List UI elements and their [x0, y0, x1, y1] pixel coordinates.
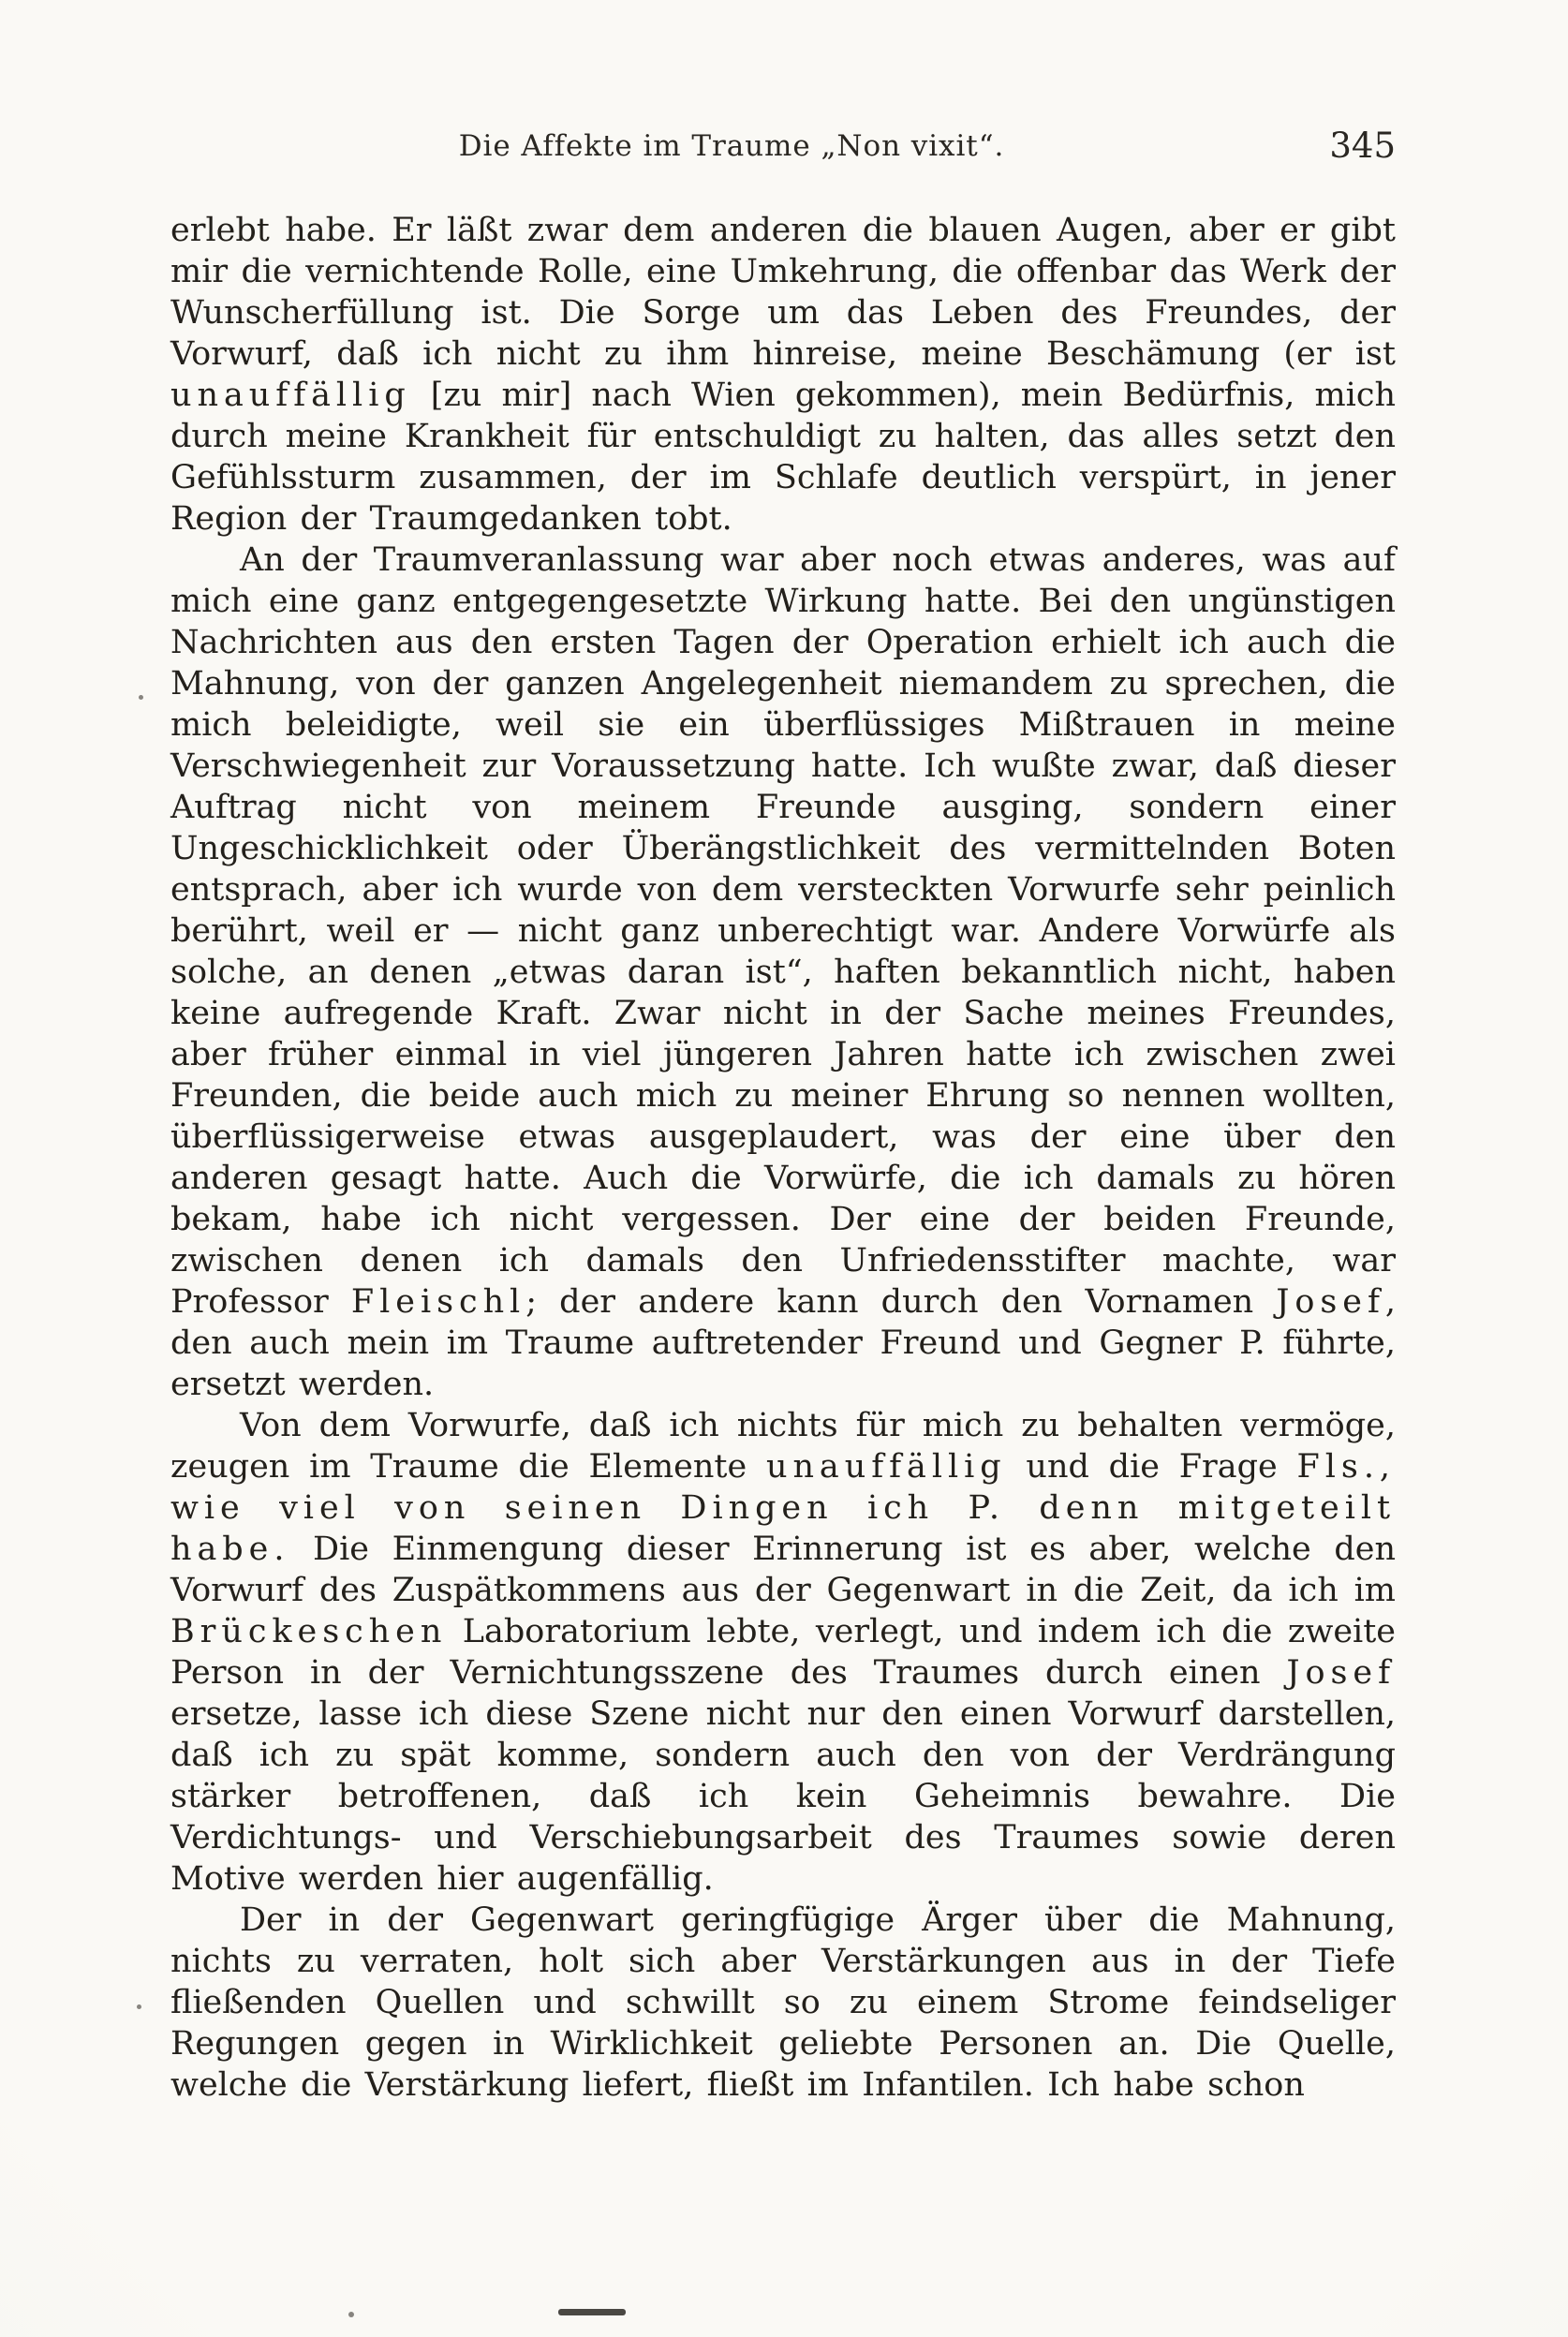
body-text: An der Traumveranlassung war aber noch etwas anderes, was auf mich eine ganz entgegengesetzte Wirkung hatte. Bei den ungünstigen Nachrichten aus den ersten Tagen der Operation erhielt ich auch die Mahnung, von der ganzen Angelegenheit niemandem zu sprechen, die mich beleidigte, weil sie ein überflüssiges Mißtrauen in meine Verschwiegenheit zur Voraussetzung hatte. Ich wußte zwar, daß dieser Auftrag nicht von meinem Freunde ausging, sondern einer Ungeschicklichkeit oder Überängstlichkeit des vermittelnden Boten entsprach, aber ich wurde von dem versteckten Vorwurfe sehr peinlich berührt, weil er — nicht ganz unberechtigt war. Andere Vorwürfe als solche, an denen „etwas daran ist“, haften bekanntlich nicht, haben keine aufregende Kraft. Zwar nicht in der Sache meines Freundes, aber früher einmal in viel jüngeren Jahren hatte ich zwischen zwei Freunden, die beide auch mich zu meiner Ehrung so nennen wollten, überflüssigerweise etwas ausgeplaudert, was der eine über den anderen gesagt hatte. Auch die Vorwürfe, die ich damals zu hören bekam, habe ich nicht vergessen. Der eine der beiden Freunde, zwischen denen ich damals den Unfriedensstifter machte, war Professor	[170, 541, 1396, 1321]
body-text: ; der andere kann durch den Vornamen	[525, 1283, 1277, 1321]
emphasized-text: Fleischl	[350, 1283, 526, 1321]
body-text: , den auch mein im Traume auftretender Freund und Gegner P. führte, ersetzt werden.	[170, 1283, 1396, 1403]
body-text: Der in der Gegenwart geringfügige Ärger über die Mahnung, nichts zu verraten, holt sich aber Verstärkungen aus in der Tiefe fließenden Quellen und schwillt so zu einem Strome feindseliger Regungen gegen in Wirklichkeit geliebte Personen an. Die Quelle, welche die Verstärkung liefert, fließt im Infantilen. Ich habe schon	[170, 1901, 1396, 2104]
page-number: 345	[1329, 126, 1396, 166]
body-text: Die Einmengung dieser Erinnerung ist es aber, welche den Vorwurf des Zuspätkommens aus der Gegenwart in die Zeit, da ich im	[170, 1531, 1396, 1609]
body-text: ersetze, lasse ich diese Szene nicht nur den einen Vorwurf darstellen, daß ich zu spät komme, sondern auch den von der Verdrängung stärker betroffenen, daß ich kein Geheimnis bewahre. Die Verdichtungs- und Verschiebungsarbeit des Traumes sowie deren Motive werden hier augenfällig.	[170, 1695, 1396, 1898]
body-text: Von dem Vorwurfe, daß ich nichts für mich zu behalten vermöge, zeugen im Traume die Elemente	[170, 1407, 1396, 1486]
body-text: erlebt habe. Er läßt zwar dem anderen die blauen Augen, aber er gibt mir die vernichtende Rolle, eine Umkehrung, die offenbar das Werk der Wunscherfüllung ist. Die Sorge um das Leben des Freundes, der Vorwurf, daß ich nicht zu ihm hinreise, meine Beschämung (er ist	[170, 212, 1396, 373]
emphasized-text: unauffällig	[765, 1448, 1007, 1486]
emphasized-text: Josef	[1286, 1654, 1396, 1692]
emphasized-text: Fls., wie viel von seinen Dingen ich P. denn mitgeteilt habe.	[170, 1448, 1396, 1568]
body-text: Laboratorium lebte, verlegt, und indem ich die zweite Person in der Vernichtungsszene des Traumes durch einen	[170, 1613, 1396, 1692]
paragraph	[170, 210, 1396, 540]
paragraph	[170, 540, 1396, 1405]
emphasized-text: Josef	[1276, 1283, 1385, 1321]
emphasized-text: Brückeschen	[170, 1613, 448, 1650]
page-body	[170, 210, 1396, 2106]
paragraph	[170, 1405, 1396, 1900]
page-header	[170, 126, 1396, 174]
paragraph	[170, 1900, 1396, 2106]
scan-speck	[348, 2312, 354, 2317]
emphasized-text: unauffällig	[170, 377, 411, 414]
scan-speck	[139, 695, 143, 700]
body-text: und die Frage	[1006, 1448, 1297, 1486]
scan-speck	[137, 2004, 141, 2009]
running-title: Die Affekte im Traume „Non vixit“.	[458, 129, 1005, 163]
scan-smudge	[558, 2309, 626, 2315]
body-text: [zu mir] nach Wien gekommen), mein Bedürfnis, mich durch meine Krankheit für entschuldigt zu halten, das alles setzt den Gefühlssturm zusammen, der im Schlafe deutlich verspürt, in jener Region der Traumgedanken tobt.	[170, 377, 1396, 538]
